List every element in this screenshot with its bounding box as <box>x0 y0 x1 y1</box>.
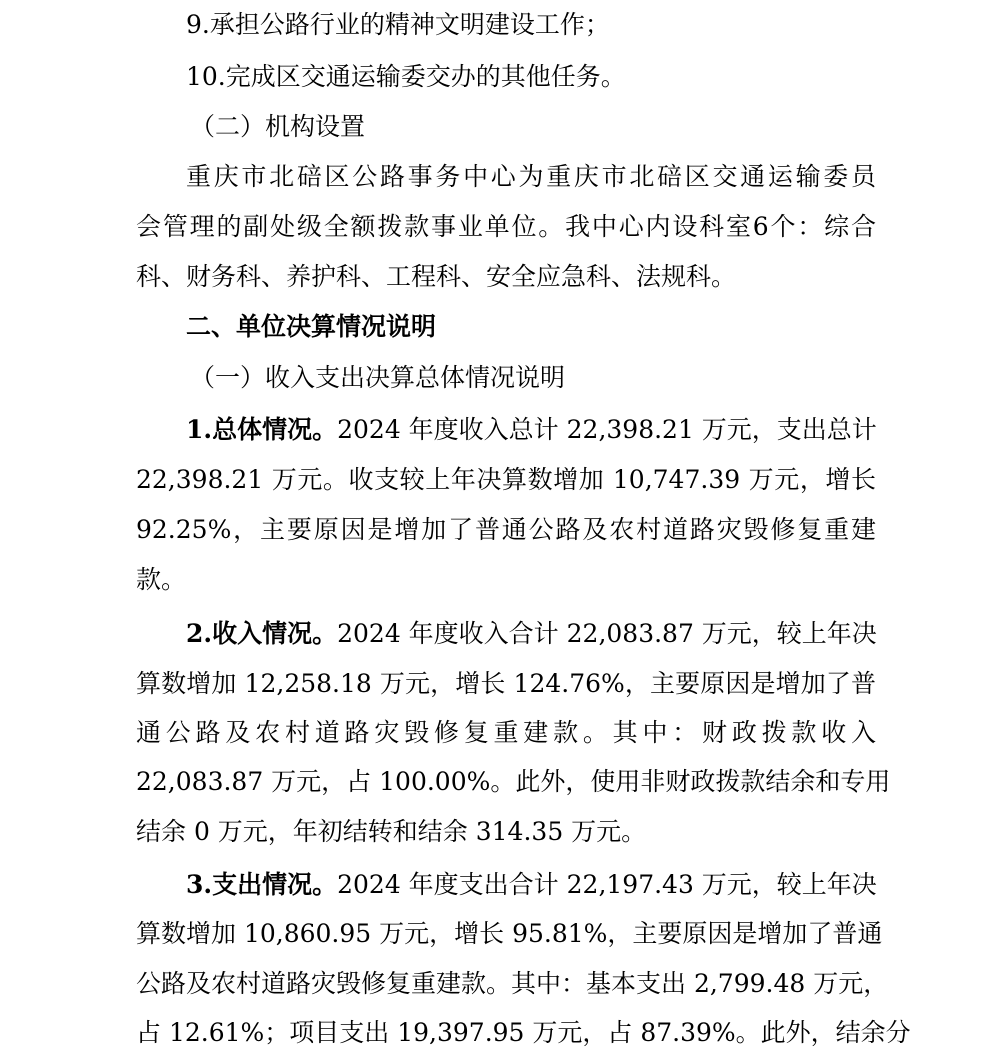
income-paragraph-line-1 <box>186 617 876 651</box>
duty-item-9: 9.承担公路行业的精神文明建设工作； <box>186 10 610 39</box>
overall-paragraph-line-2: 22,398.21 万元。收支较上年决算数增加 10,747.39 万元，增长 <box>136 465 876 494</box>
overall-paragraph-line-4: 款。 <box>136 565 187 594</box>
income-paragraph-line-3: 通公路及农村道路灾毁修复重建款。其中：财政拨款收入 <box>136 718 876 747</box>
org-paragraph-line-1: 重庆市北碚区公路事务中心为重庆市北碚区交通运输委员 <box>186 162 876 191</box>
expense-paragraph-line-4: 占 12.61%；项目支出 19,397.95 万元，占 87.39%。此外，结余分 <box>136 1018 911 1047</box>
expense-text: 2024 年度支出合计 22,197.43 万元，较上年决 <box>337 870 877 899</box>
overall-heading: 1.总体情况。 <box>186 415 338 444</box>
overall-paragraph-line-1 <box>186 413 876 447</box>
income-paragraph-line-4: 22,083.87 万元，占 100.00%。此外，使用非财政拨款结余和专用 <box>136 767 891 796</box>
income-heading: 2.收入情况。 <box>186 619 338 648</box>
overall-paragraph-line-3: 92.25%，主要原因是增加了普通公路及农村道路灾毁修复重建 <box>136 515 876 544</box>
income-text: 2024 年度收入合计 22,083.87 万元，较上年决 <box>337 619 877 648</box>
income-paragraph-line-5: 结余 0 万元，年初结转和结余 314.35 万元。 <box>136 817 647 846</box>
org-paragraph-line-2: 会管理的副处级全额拨款事业单位。我中心内设科室6个：综合 <box>136 212 876 241</box>
overall-text: 2024 年度收入总计 22,398.21 万元，支出总计 <box>337 415 877 444</box>
duty-item-10: 10.完成区交通运输委交办的其他任务。 <box>186 62 626 91</box>
expense-paragraph-line-2: 算数增加 10,860.95 万元，增长 95.81%，主要原因是增加了普通 <box>136 919 883 948</box>
income-paragraph-line-2: 算数增加 12,258.18 万元，增长 124.76%，主要原因是增加了普 <box>136 669 876 698</box>
org-paragraph-line-3: 科、财务科、养护科、工程科、安全应急科、法规科。 <box>136 262 737 291</box>
section-heading-overview: （一）收入支出决算总体情况说明 <box>190 363 566 392</box>
expense-paragraph-line-3: 公路及农村道路灾毁修复重建款。其中：基本支出 2,799.48 万元， <box>136 969 889 998</box>
section-heading-org: （二）机构设置 <box>190 112 366 141</box>
expense-paragraph-line-1 <box>186 868 876 902</box>
chapter-heading: 二、单位决算情况说明 <box>186 312 437 341</box>
expense-heading: 3.支出情况。 <box>186 870 338 899</box>
